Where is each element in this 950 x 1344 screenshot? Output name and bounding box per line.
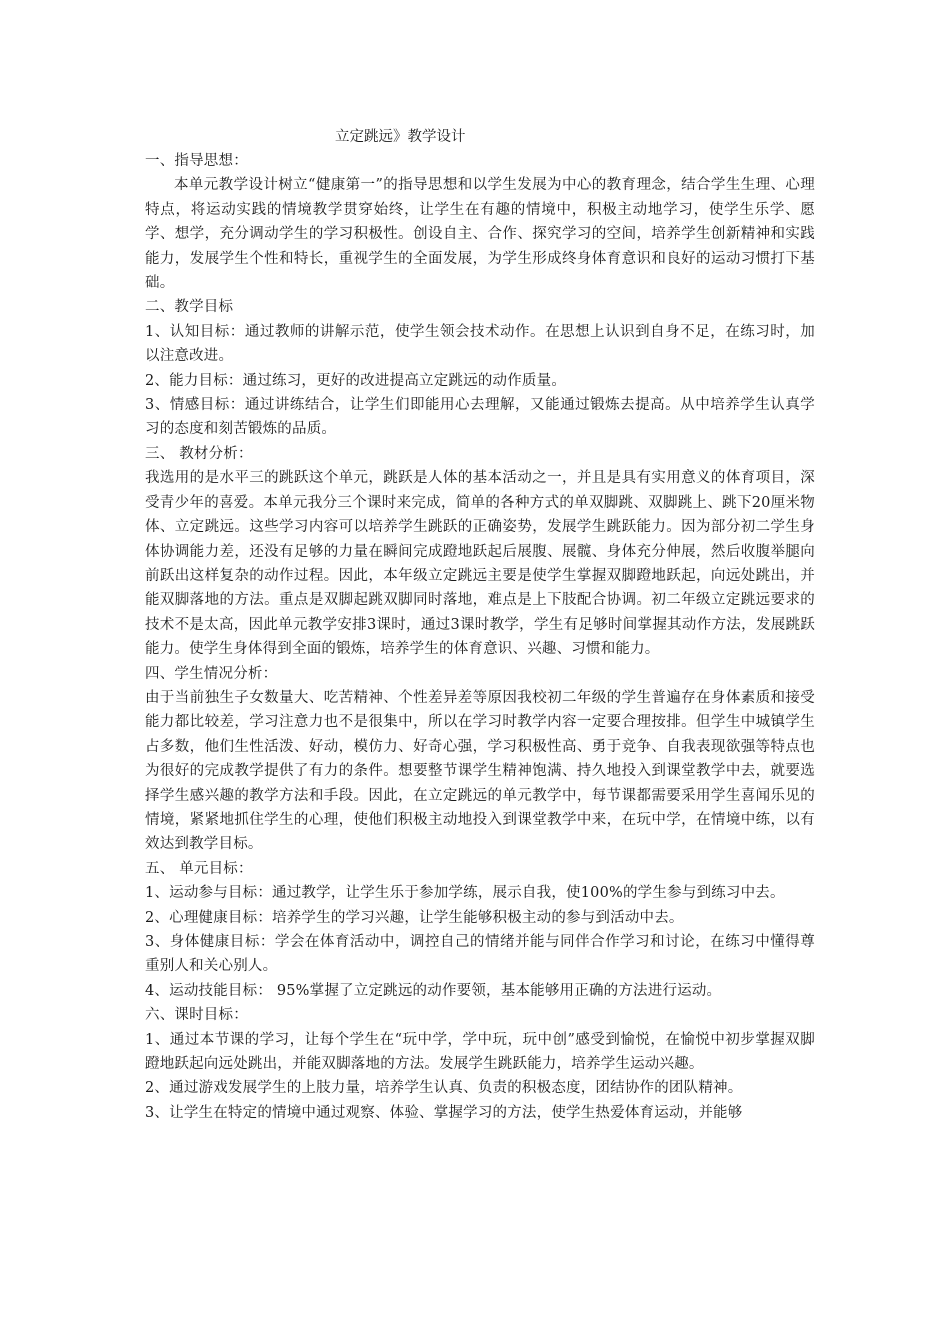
paragraph-skill-objective: 4、运动技能目标： 95%掌握了立定跳远的动作要领，基本能够用正确的方法进行运动。	[145, 982, 722, 999]
section-heading-lesson-objectives: 六、课时目标：	[145, 1007, 248, 1024]
paragraph-ability-objective: 2、能力目标：通过练习，更好的改进提高立定跳远的动作质量。	[145, 372, 567, 389]
paragraph-lesson-objective-2: 2、通过游戏发展学生的上肢力量，培养学生认真、负责的积极态度，团结协作的团队精神。	[145, 1080, 743, 1097]
document-title: 立定跳远》教学设计	[335, 129, 466, 145]
paragraph-lesson-objective-3: 3、让学生在特定的情境中通过观察、体验、掌握学习的方法，使学生热爱体育运动，并能够	[145, 1104, 743, 1121]
paragraph-lesson-objective-1: 1、通过本节课的学习，让每个学生在“玩中学，学中玩，玩中创”感受到愉悦，在愉悦中初步掌握双脚蹬地跃起向远处跳出，并能双脚落地的方法。发展学生跳跃能力，培养学生运动兴趣。	[145, 1031, 815, 1073]
section-heading-material-analysis: 三、 教材分析：	[145, 445, 253, 462]
document-body	[145, 149, 815, 1125]
section-heading-student-analysis: 四、学生情况分析：	[145, 665, 278, 682]
paragraph-student-analysis: 由于当前独生子女数量大、吃苦精神、个性差异差等原因我校初二年级的学生普遍存在身体素质和接受能力都比较差，学习注意力也不是很集中，所以在学习时教学内容一定要合理按排。但学生中城镇学生占多数，他们生性活泼、好动，模仿力、好奇心强，学习积极性高、勇于竞争、自我表现欲强等特点也为很好的完成教学提供了有力的条件。想要整节课学生精神饱满、持久地投入到课堂教学中去，就要选择学生感兴趣的教学方法和手段。因此，在立定跳远的单元教学中，每节课都需要采用学生喜闻乐见的情境，紧紧地抓住学生的心理，使他们积极主动地投入到课堂教学中来，在玩中学，在情境中练，以有效达到教学目标。	[145, 689, 815, 853]
section-heading-teaching-objectives: 二、教学目标	[145, 299, 234, 316]
paragraph-participation-objective: 1、运动参与目标：通过教学，让学生乐于参加学练，展示自我，使100%的学生参与到练习中去。	[145, 885, 785, 902]
paragraph-cognitive-objective: 1、认知目标：通过教师的讲解示范，使学生领会技术动作。在思想上认识到自身不足，在练习时，加以注意改进。	[145, 323, 815, 365]
section-heading-guiding-ideology: 一、指导思想：	[145, 153, 248, 169]
section-heading-unit-objectives: 五、 单元目标：	[145, 860, 253, 877]
paragraph-emotional-objective: 3、情感目标：通过讲练结合，让学生们即能用心去理解，又能通过锻炼去提高。从中培养学生认真学习的态度和刻苦锻炼的品质。	[145, 397, 815, 438]
paragraph-material-analysis: 我选用的是水平三的跳跃这个单元，跳跃是人体的基本活动之一，并且是具有实用意义的体育项目，深受青少年的喜爱。本单元我分三个课时来完成，简单的各种方式的单双脚跳、双脚跳上、跳下20厘米物体、立定跳远。这些学习内容可以培养学生跳跃的正确姿势，发展学生跳跃能力。因为部分初二学生身体协调能力差，还没有足够的力量在瞬间完成蹬地跃起后展腹、展髋、身体充分伸展，然后收腹举腿向前跃出这样复杂的动作过程。因此，本年级立定跳远主要是使学生掌握双脚蹬地跃起，向远处跳出，并能双脚落地的方法。重点是双脚起跳双脚同时落地，难点是上下肢配合协调。初二年级立定跳远要求的技术不是太高，因此单元教学安排3课时，通过3课时教学，学生有足够时间掌握其动作方法，发展跳跃能力。使学生身体得到全面的锻炼，培养学生的体育意识、兴趣、习惯和能力。	[145, 470, 815, 658]
paragraph-mental-health-objective: 2、心理健康目标：培养学生的学习兴趣，让学生能够积极主动的参与到活动中去。	[145, 909, 684, 926]
paragraph-guiding-ideology: 本单元教学设计树立“健康第一”的指导思想和以学生发展为中心的教育理念，结合学生生理、心理特点，将运动实践的情境教学贯穿始终，让学生在有趣的情境中，积极主动地学习，使学生乐学、愿学、想学，充分调动学生的学习积极性。创设自主、合作、探究学习的空间，培养学生创新精神和实践能力，发展学生个性和特长，重视学生的全面发展，为学生形成终身体育意识和良好的运动习惯打下基础。	[145, 177, 815, 292]
paragraph-physical-health-objective: 3、身体健康目标：学会在体育活动中，调控自己的情绪并能与同伴合作学习和讨论，在练习中懂得尊重别人和关心别人。	[145, 934, 815, 975]
